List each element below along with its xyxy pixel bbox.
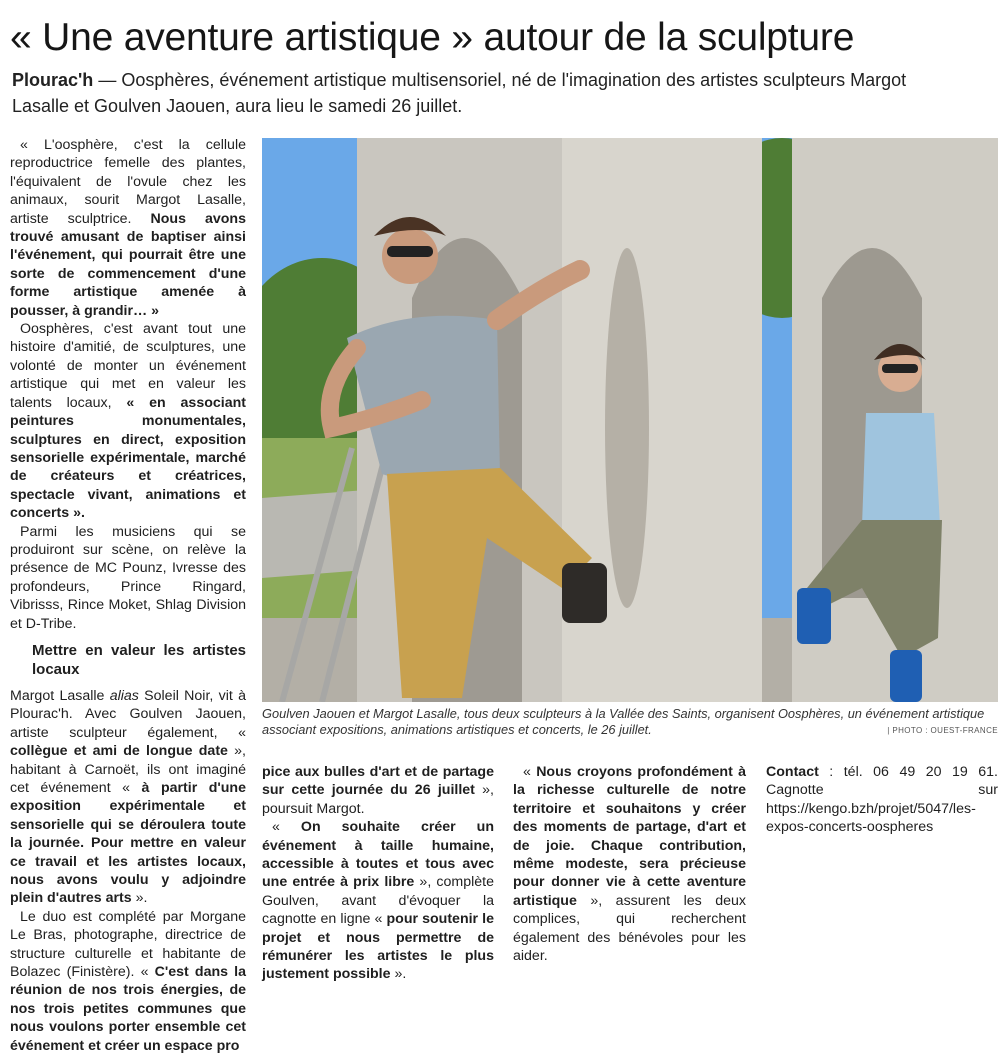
paragraph-friendship [10, 320, 246, 522]
p4-part-a: Margot Lasalle [10, 687, 110, 704]
article-photo [262, 138, 998, 702]
subhead: Mettre en valeur les artistes locaux [32, 641, 246, 678]
article-column-3 [513, 763, 746, 965]
p4-part-b: Soleil Noir, vit à Plourac'h. Avec Goulven Jaouen, artiste sculpteur également, « [10, 687, 247, 741]
paragraph-goulven [262, 818, 494, 984]
paragraph-culture [513, 763, 746, 965]
p1-part-c: Nous avons trouvé amusant de baptiser ainsi l'événement, qui pourrait être une sorte de commencement d'une forme artistique amenée à pousser, à grandir… » [10, 210, 246, 319]
p4-alias: alias [109, 687, 139, 704]
paragraph-margot [10, 687, 246, 908]
p5-part-a: Le duo est complété par Morgane Le Bras, photographe, directrice de structure culturelle et habitante de Bolazec (Finistère). « [10, 908, 246, 981]
p2-part-a: Oosphères, c'est avant tout une histoire d'amitié, de sculptures, une volonté de monter un événement artistique qui met en valeur les talents locaux, [10, 321, 246, 411]
p4-part-c: collègue et ami de longue date [10, 743, 228, 760]
article-column-4 [766, 763, 998, 837]
p6-part-c: », complète Goulven, avant d'évoquer la cagnotte en ligne « [262, 874, 494, 928]
p1-part-a: « L'oosphère, c'est la cellule reproductrice femelle des plantes, l'équivalent de l'ovule chez les animaux [10, 137, 246, 209]
paragraph-duo-continued [262, 763, 494, 818]
p6-part-e: ». [390, 966, 407, 983]
p1-part-b: , sourit Margot Lasalle, artiste sculptrice. [10, 192, 246, 227]
photo-man-boot [562, 563, 607, 623]
p5-part-b: C'est dans la réunion de nos trois énergies, de nos trois petites communes que nous voulons porter ensemble cet événement et créer un espace pro [10, 964, 246, 1054]
paragraph-musicians: Parmi les musiciens qui se produiront sur scène, on relève la présence de MC Pounz, Ivresse des profondeurs, Prince Ringard, Vibrisss, Rince Moket, Shlag Division et D-Tribe. [10, 523, 246, 632]
photo-woman-boot-left [797, 588, 831, 644]
photo-woman-top [862, 413, 940, 526]
photo-man-sunglasses [387, 246, 433, 257]
photo-illustration [262, 138, 998, 702]
contact-text: : tél. 06 49 20 19 61. Cagnotte sur https://kengo.bzh/projet/5047/les-expos-concerts-oospheres [766, 764, 998, 836]
lede-dash: — [93, 70, 122, 90]
photo-caption: Goulven Jaouen et Margot Lasalle, tous deux sculpteurs à la Vallée des Saints, organisent Oosphères, un événement artistique associant expositions, animations artistiques et concerts, le 26 juillet. [262, 706, 985, 737]
p4-part-f: ». [131, 890, 148, 907]
headline: « Une aventure artistique » autour de la sculpture [10, 16, 855, 59]
lede [12, 67, 912, 119]
photo-credit: | PHOTO : OUEST-FRANCE [887, 726, 998, 735]
p6-part-d: pour soutenir le projet et nous permettre de rémunérer les artistes le plus justement possible [262, 911, 495, 983]
p2-part-b: « en associant peintures monumentales, sculptures en direct, exposition sensorielle expérimentale, marché de créateurs et créatrices, spectacle vivant, animations et concerts ». [10, 394, 246, 522]
photo-carved-leaf [605, 248, 649, 608]
p4-part-d: », habitant à Carnoët, ils ont imaginé cet événement « [10, 743, 246, 796]
photo-woman-boot-right [890, 650, 922, 702]
p5-part-c: pice aux bulles d'art et de partage sur cette journée du 26 juillet [262, 764, 494, 799]
lede-text: Oosphères, événement artistique multisensoriel, né de l'imagination des artistes sculpteurs Margot Lasalle et Goulven Jaouen, aura lieu le samedi 26 juillet. [12, 70, 907, 116]
p4-part-e: à partir d'une exposition expérimentale et sensorielle qui se déroulera toute la journée. Pour mettre en valeur ce travail et les artistes locaux, nous avons voulu y adjoindre plein d'autres arts [10, 780, 246, 907]
article-column-2 [262, 763, 494, 984]
article-column-1 [10, 136, 246, 1055]
p6-part-b: On souhaite créer un événement à taille humaine, accessible à toutes et tous avec une entrée à prix libre [262, 819, 494, 891]
p6-part-a: « [272, 819, 301, 836]
p7-part-a: « [523, 764, 537, 780]
p5-part-d: », poursuit Margot. [262, 782, 494, 817]
contact-label: Contact [766, 764, 819, 780]
lede-location: Plourac'h [12, 70, 94, 90]
p7-part-c: », assurent les deux complices, qui recherchent également des bénévoles pour les aider. [513, 892, 746, 965]
p7-part-b: Nous croyons profondément à la richesse culturelle de notre territoire et souhaitons y créer des moments de partage, d'art et de joie. Chaque contribution, même modeste, sera précieuse pour donner vie à cette aventure artistique [513, 764, 746, 909]
photo-woman-sunglasses [882, 364, 918, 373]
paragraph-contact [766, 763, 998, 837]
paragraph-quote-oosphere [10, 136, 246, 320]
